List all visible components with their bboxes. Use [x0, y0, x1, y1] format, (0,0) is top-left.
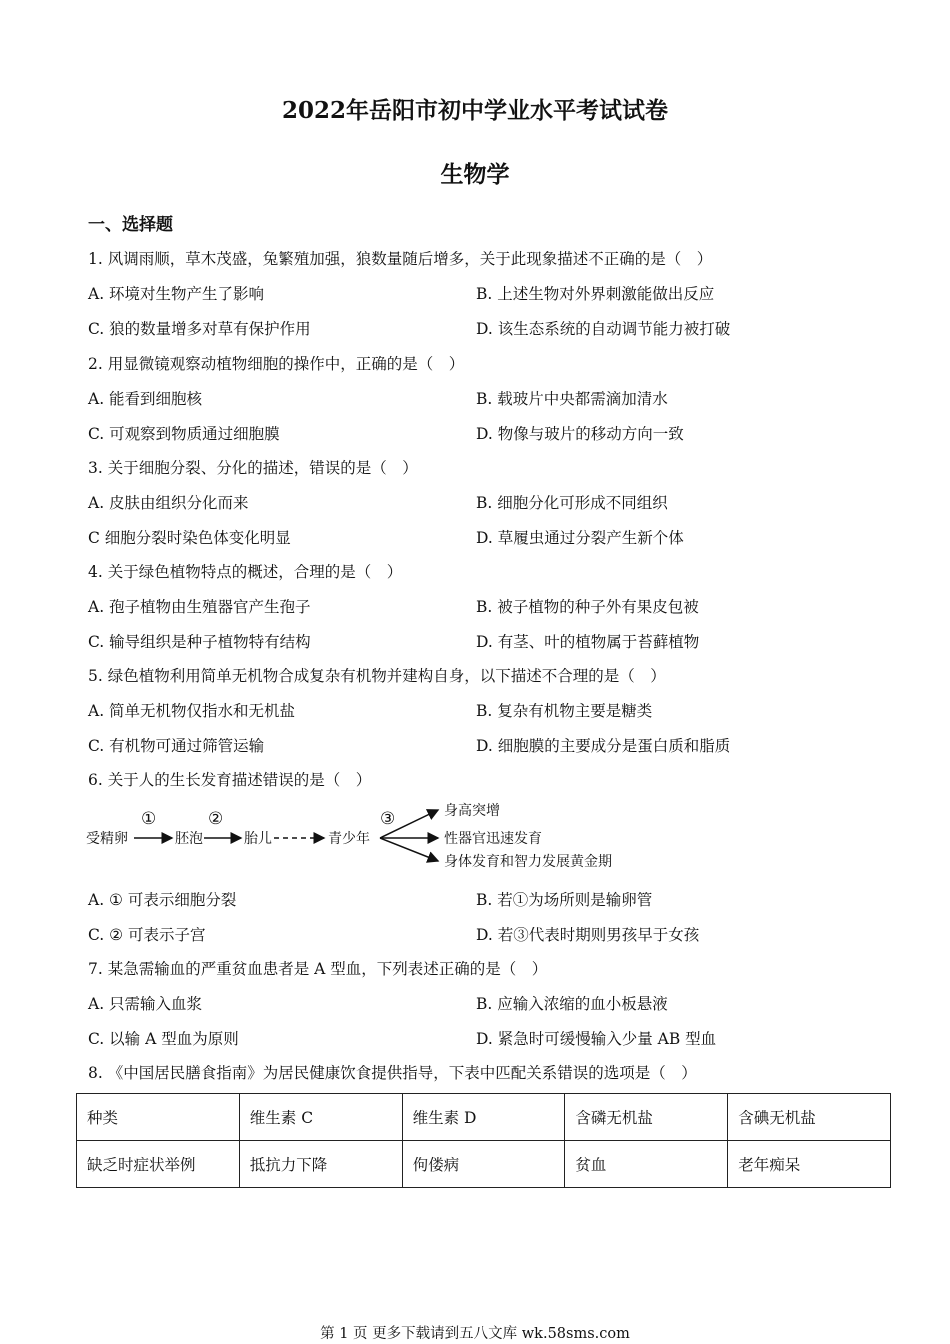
table-cell: 抵抗力下降 — [239, 1141, 402, 1188]
question-3-option-d: D. 草履虫通过分裂产生新个体 — [476, 529, 684, 547]
table-row — [77, 1141, 891, 1188]
outcome-golden-period: 身体发育和智力发展黄金期 — [444, 854, 612, 870]
stage-blastocyst: 胚泡 — [175, 831, 203, 847]
stage-zygote: 受精卵 — [86, 831, 128, 847]
stage-fetus: 胎儿 — [244, 831, 272, 847]
question-1-option-b: B. 上述生物对外界刺激能做出反应 — [476, 285, 715, 303]
question-3-option-c: C 细胞分裂时染色体变化明显 — [88, 529, 291, 547]
question-3-option-a: A. 皮肤由组织分化而来 — [88, 494, 249, 512]
table-cell: 缺乏时症状举例 — [77, 1141, 240, 1188]
question-7-option-c: C. 以输 A 型血为原则 — [88, 1030, 239, 1048]
stage-adolescent: 青少年 — [328, 831, 370, 847]
question-7-option-a: A. 只需输入血浆 — [88, 995, 203, 1013]
question-1-option-d: D. 该生态系统的自动调节能力被打破 — [476, 320, 731, 338]
table-cell: 老年痴呆 — [728, 1141, 891, 1188]
question-6-stem: 6. 关于人的生长发育描述错误的是（ ） — [88, 771, 372, 789]
question-2-option-d: D. 物像与玻片的移动方向一致 — [476, 425, 684, 443]
page-footer: 第 1 页 更多下载请到五八文库 wk.58sms.com — [320, 1326, 630, 1342]
page-title: 2022年岳阳市初中学业水平考试试卷 — [281, 97, 668, 124]
question-1-stem: 1. 风调雨顺，草木茂盛，兔繁殖加强，狼数量随后增多，关于此现象描述不正确的是（ ） — [88, 250, 713, 268]
question-3-option-b: B. 细胞分化可形成不同组织 — [476, 494, 668, 512]
question-8-stem: 8. 《中国居民膳食指南》为居民健康饮食提供指导，下表中匹配关系错误的选项是（ ） — [88, 1064, 697, 1082]
question-2-stem: 2. 用显微镜观察动植物细胞的操作中，正确的是（ ） — [88, 355, 465, 373]
question-7-stem: 7. 某急需输血的严重贫血患者是 A 型血，下列表述正确的是（ ） — [88, 960, 548, 978]
question-5-stem: 5. 绿色植物利用简单无机物合成复杂有机物并建构自身，以下描述不合理的是（ ） — [88, 667, 666, 685]
outcome-sexual-organs: 性器官迅速发育 — [444, 831, 542, 847]
question-2-option-b: B. 载玻片中央都需滴加清水 — [476, 390, 668, 408]
question-6-option-a: A. ① 可表示细胞分裂 — [88, 891, 237, 909]
question-1-option-c: C. 狼的数量增多对草有保护作用 — [88, 320, 311, 338]
question-6-option-b: B. 若①为场所则是输卵管 — [476, 891, 653, 909]
table-cell: 维生素 C — [239, 1094, 402, 1141]
question-5-option-b: B. 复杂有机物主要是糖类 — [476, 702, 653, 720]
nutrition-table — [76, 1093, 891, 1188]
question-5-option-a: A. 简单无机物仅指水和无机盐 — [88, 702, 296, 720]
question-4-option-a: A. 孢子植物由生殖器官产生孢子 — [88, 598, 311, 616]
question-6-option-d: D. 若③代表时期则男孩早于女孩 — [476, 926, 700, 944]
question-5-option-d: D. 细胞膜的主要成分是蛋白质和脂质 — [476, 737, 731, 755]
table-cell: 贫血 — [565, 1141, 728, 1188]
question-4-option-d: D. 有茎、叶的植物属于苔藓植物 — [476, 633, 700, 651]
question-4-stem: 4. 关于绿色植物特点的概述，合理的是（ ） — [88, 563, 403, 581]
question-7-option-b: B. 应输入浓缩的血小板悬液 — [476, 995, 668, 1013]
page-subtitle: 生物学 — [440, 161, 510, 188]
question-4-option-c: C. 输导组织是种子植物特有结构 — [88, 633, 311, 651]
marker-2: ② — [208, 809, 224, 829]
table-cell: 含碘无机盐 — [728, 1094, 891, 1141]
table-header-row — [77, 1094, 891, 1141]
marker-3: ③ — [380, 809, 396, 829]
table-cell: 种类 — [77, 1094, 240, 1141]
table-cell: 维生素 D — [402, 1094, 565, 1141]
question-6-option-c: C. ② 可表示子宫 — [88, 926, 206, 944]
question-2-option-c: C. 可观察到物质通过细胞膜 — [88, 425, 280, 443]
outcome-height: 身高突增 — [444, 803, 500, 819]
question-1-option-a: A. 环境对生物产生了影响 — [88, 285, 265, 303]
question-4-option-b: B. 被子植物的种子外有果皮包被 — [476, 598, 699, 616]
development-flow-diagram — [84, 802, 624, 874]
table-cell: 含磷无机盐 — [565, 1094, 728, 1141]
marker-1: ① — [141, 809, 157, 829]
table-cell: 佝偻病 — [402, 1141, 565, 1188]
question-2-option-a: A. 能看到细胞核 — [88, 390, 203, 408]
question-3-stem: 3. 关于细胞分裂、分化的描述，错误的是（ ） — [88, 459, 418, 477]
arrow-down — [380, 838, 438, 861]
question-5-option-c: C. 有机物可通过筛管运输 — [88, 737, 265, 755]
question-7-option-d: D. 紧急时可缓慢输入少量 AB 型血 — [476, 1030, 717, 1048]
section-heading: 一、选择题 — [88, 215, 173, 235]
